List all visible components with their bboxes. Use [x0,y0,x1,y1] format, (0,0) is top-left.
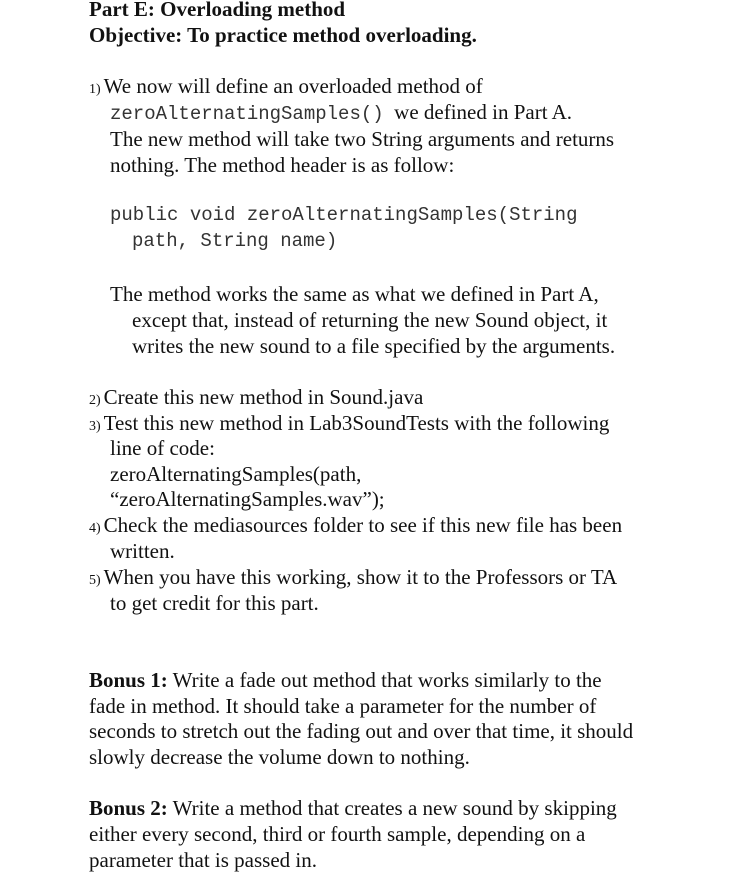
bonus-1-line-3: seconds to stretch out the fading out and over that time, it should [89,719,634,743]
step-5-line-1: 5) When you have this working, show it to the Professors or TA [89,565,618,589]
bonus-2-line-1: Bonus 2: Write a method that creates a new sound by skipping [89,796,617,820]
section-title: Part E: Overloading method [89,0,346,21]
step-2-line-1: 2) Create this new method in Sound.java [89,385,424,409]
step-4-line-1: 4) Check the mediasources folder to see if this new file has been [89,513,623,537]
step-1-line-1: 1) We now will define an overloaded method of [89,74,483,98]
method-header-code-line-1: public void zeroAlternatingSamples(String [110,204,578,226]
step-4-line-2: written. [110,539,175,563]
method-name-code: zeroAlternatingSamples() [110,103,384,125]
step-1-line-4: nothing. The method header is as follow: [110,153,455,177]
step-1-paragraph-line-2: except that, instead of returning the new Sound object, it [132,308,608,332]
objective-line: Objective: To practice method overloading. [89,23,477,47]
step-3-code-line-1: zeroAlternatingSamples(path, [110,462,362,486]
bonus-2-label: Bonus 2: [89,796,168,820]
step-1-line-3: The new method will take two String arguments and returns [110,127,615,151]
bonus-1-line-4: slowly decrease the volume down to nothing. [89,745,470,769]
step-3-code-line-2: “zeroAlternatingSamples.wav”); [110,487,385,511]
bonus-2-line-2: either every second, third or fourth sample, depending on a [89,822,586,846]
bonus-1-line-1: Bonus 1: Write a fade out method that works similarly to the [89,668,602,692]
bonus-1-label: Bonus 1: [89,668,168,692]
step-4-number: 4) [89,521,101,536]
step-1-number: 1) [89,82,101,97]
bonus-2-line-3: parameter that is passed in. [89,848,318,872]
step-5-number: 5) [89,573,101,588]
step-5-line-2: to get credit for this part. [110,591,319,615]
step-3-number: 3) [89,419,101,434]
bonus-1-line-2: fade in method. It should take a parameter for the number of [89,694,597,718]
step-2-number: 2) [89,393,101,408]
step-3-line-1: 3) Test this new method in Lab3SoundTests with the following [89,411,610,435]
step-1-paragraph-line-1: The method works the same as what we defined in Part A, [110,282,599,306]
step-3-line-2: line of code: [110,436,215,460]
method-header-code-line-2: path, String name) [132,230,338,252]
step-1-paragraph-line-3: writes the new sound to a file specified by the arguments. [132,334,616,358]
step-1-line-2: zeroAlternatingSamples() we defined in Part A. [110,100,573,125]
